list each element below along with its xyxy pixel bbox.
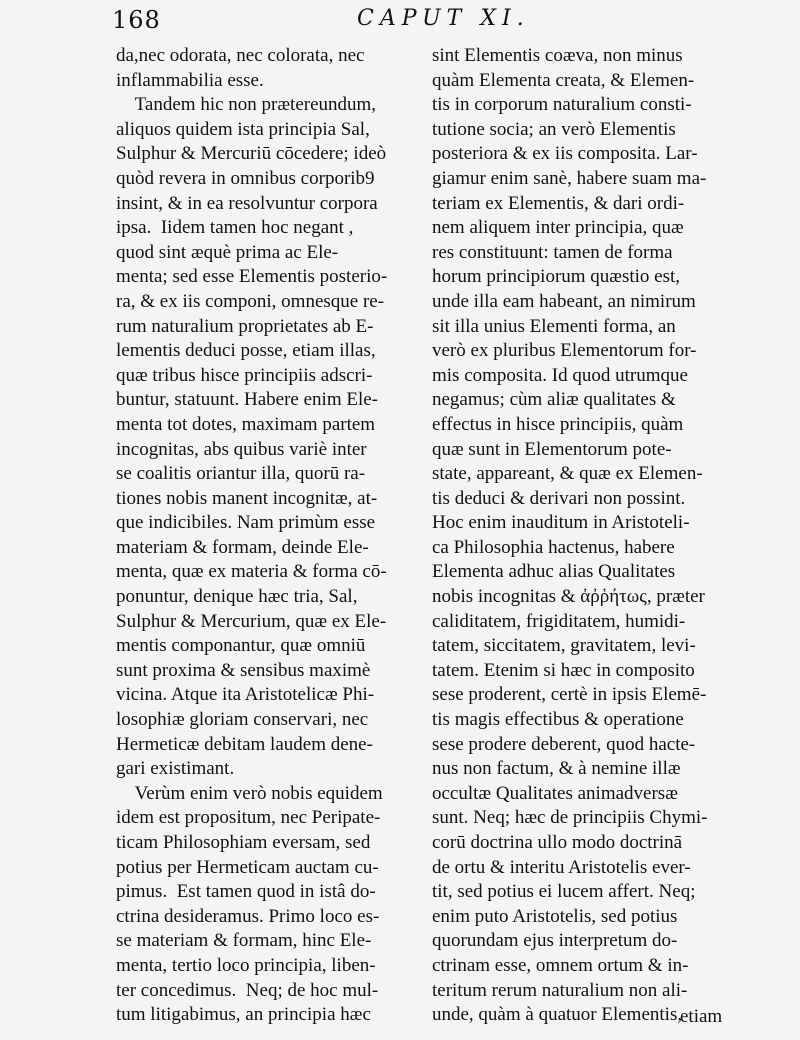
text-line: tiones nobis manent incognitæ, at- [116, 487, 378, 509]
text-line: quod sint æquè prima ac Ele- [116, 241, 339, 263]
text-line: se materiam & formam, hinc Ele- [116, 930, 372, 952]
text-line: potius per Hermeticam auctam cu- [116, 856, 379, 878]
text-line: tatem. Etenim si hæc in composito [432, 659, 695, 681]
text-line: ctrina desideramus. Primo loco es- [116, 905, 380, 927]
text-line: tutione socia; an verò Elementis [432, 118, 676, 140]
text-line: tis deduci & derivari non possint. [432, 487, 686, 509]
text-line: da,nec odorata, nec colorata, nec [116, 45, 365, 66]
text-line: ctrinam esse, omnem ortum & in- [432, 954, 689, 976]
text-line: rum naturalium proprietates ab E- [116, 315, 374, 337]
right-text-column [432, 44, 752, 1028]
text-line: inflammabilia esse. [116, 69, 264, 91]
text-line: incognitas, abs quibus variè inter [116, 438, 367, 460]
text-line: Sulphur & Mercurium, quæ ex Ele- [116, 610, 387, 632]
text-line: giamur enim sanè, habere suam ma- [432, 167, 707, 189]
text-line: teritum rerum naturalium non ali- [432, 979, 688, 1001]
text-line: quàm Elementa creata, & Elemen- [432, 69, 695, 91]
text-line: corū doctrina ullo modo doctrinā [432, 832, 683, 853]
text-line: quæ tribus hisce principiis adscri- [116, 364, 373, 386]
text-line: ticam Philosophiam eversam, sed [116, 832, 371, 853]
text-line: horum principiorum quæstio est, [432, 266, 681, 288]
text-line: menta tot dotes, maximam partem [116, 413, 376, 435]
text-line: sese prodere deberent, quod hacte- [432, 733, 696, 755]
text-line: vicina. Atque ita Aristotelicæ Phi- [116, 684, 375, 706]
text-line: buntur, statuunt. Habere enim Ele- [116, 389, 378, 411]
text-line: teriam ex Elementis, & dari ordi- [432, 192, 685, 214]
text-line: Sulphur & Mercuriū cōcedere; ideò [116, 143, 387, 165]
running-title: CAPUT XI. [357, 6, 530, 31]
text-line: tis magis effectibus & operatione [432, 709, 684, 731]
text-line: idem est propositum, nec Peripate- [116, 807, 381, 829]
text-line: tit, sed potius ei lucem affert. Neq; [432, 881, 696, 903]
text-line: Hoc enim inauditum in Aristoteli- [432, 512, 690, 534]
text-line: tatem, siccitatem, gravitatem, levi- [432, 635, 696, 657]
text-line: quorundam ejus interpretum do- [432, 930, 678, 952]
text-line: verò ex pluribus Elementorum for- [432, 340, 697, 362]
page-number: 168 [112, 6, 161, 34]
text-line: negamus; cùm aliæ qualitates & [432, 389, 676, 411]
text-line: materiam & formam, deinde Ele- [116, 536, 369, 558]
text-line: occultæ Qualitates animadversæ [432, 782, 678, 804]
text-line: ponuntur, denique hæc tria, Sal, [116, 586, 358, 608]
text-line: aliquos quidem ista principia Sal, [116, 118, 370, 140]
text-line: pimus. Est tamen quod in istâ do- [116, 881, 376, 903]
text-line: ipsa. Iidem tamen hoc negant , [116, 217, 354, 239]
text-line: caliditatem, frigiditatem, humidi- [432, 610, 686, 632]
text-line: unde illa eam habeant, an nimirum [432, 290, 696, 312]
text-line: mentis componantur, quæ omniū [116, 635, 366, 657]
text-line: losophiæ gloriam conservari, nec [116, 709, 369, 731]
text-line: gari existimant. [116, 758, 235, 780]
left-text-column [116, 44, 434, 1028]
text-line: ra, & ex iis componi, omnesque re- [116, 290, 385, 312]
catchword: etiam [680, 1006, 723, 1027]
page-header [112, 6, 742, 42]
text-line: sunt. Neq; hæc de principiis Chymi- [432, 807, 708, 829]
text-line: ter concedimus. Neq; de hoc mul- [116, 979, 379, 1001]
text-line: de ortu & interitu Aristotelis ever- [432, 856, 691, 878]
text-line: effectus in hisce principiis, quàm [432, 413, 684, 435]
text-line: menta; sed esse Elementis posterio- [116, 266, 388, 288]
text-line: tum litigabimus, an principia hæc [116, 1004, 371, 1026]
text-line: quæ sunt in Elementorum pote- [432, 438, 672, 460]
text-line: quòd revera in omnibus corporib9 [116, 167, 375, 189]
text-line: Elementa adhuc alias Qualitates [432, 561, 676, 583]
text-line: res constituunt: tamen de forma [432, 241, 673, 263]
text-line: sit illa unius Elementi forma, an [432, 315, 676, 337]
text-line: mis composita. Id quod utrumque [432, 364, 688, 386]
text-line: menta, tertio loco principia, liben- [116, 954, 376, 976]
text-line: tis in corporum naturalium consti- [432, 94, 692, 116]
text-line: enim puto Aristotelis, sed potius [432, 905, 678, 927]
text-line: ca Philosophia hactenus, habere [432, 536, 675, 558]
text-line: Hermeticæ debitam laudem dene- [116, 733, 373, 755]
text-line: posteriora & ex iis composita. Lar- [432, 143, 698, 165]
text-line: sint Elementis coæva, non minus [432, 45, 683, 66]
text-line: unde, quàm à quatuor Elementis, [432, 1004, 683, 1026]
text-line: Tandem hic non prætereundum, [116, 94, 377, 116]
text-line: lementis deduci posse, etiam illas, [116, 340, 376, 362]
text-line: nus non factum, & à nemine illæ [432, 758, 681, 780]
text-line: se coalitis oriantur illa, quorū ra- [116, 463, 366, 485]
text-line: nem aliquem inter principia, quæ [432, 217, 684, 239]
text-line: Verùm enim verò nobis equidem [116, 782, 383, 804]
text-line: sunt proxima & sensibus maximè [116, 659, 371, 681]
text-line: sese proderent, certè in ipsis Elemē- [432, 684, 707, 706]
text-line: nobis incognitas & ἀῤῥήτως, præter [432, 586, 705, 608]
text-line: insint, & in ea resolvuntur corpora [116, 192, 378, 214]
text-line: que indicibiles. Nam primùm esse [116, 512, 376, 534]
text-line: menta, quæ ex materia & forma cō- [116, 561, 387, 583]
text-line: state, appareant, & quæ ex Elemen- [432, 463, 703, 485]
